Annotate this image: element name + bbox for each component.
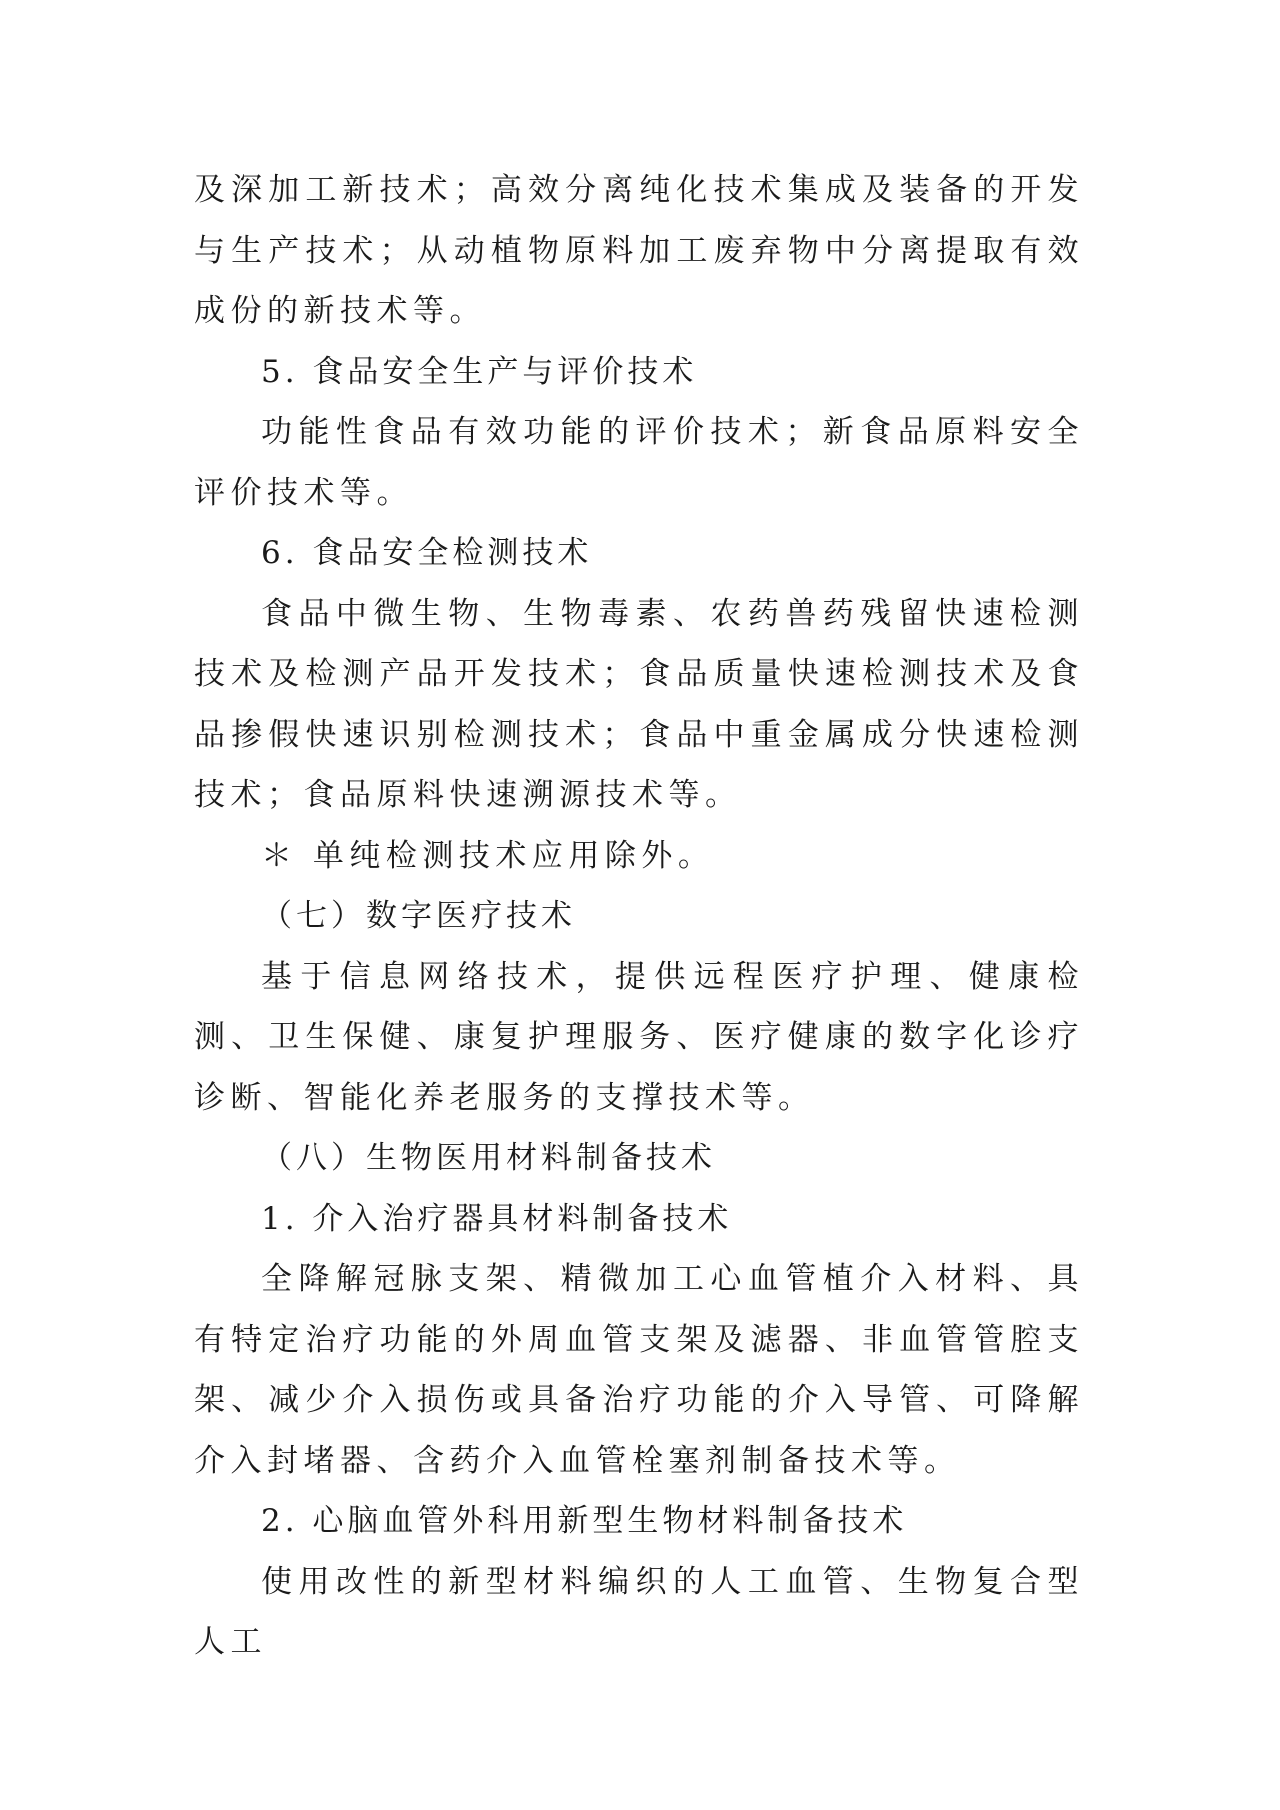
heading-digital-medical: （七）数字医疗技术 — [261, 898, 576, 934]
paragraph-deep-processing: 及深加工新技术；高效分离纯化技术集成及装备的开发与生产技术；从动植物原料加工废弃物中分离提取有效成份的新技术等。 — [194, 172, 1084, 329]
heading-interventional-materials: 1. 介入治疗器具材料制备技术 — [261, 1200, 733, 1237]
paragraph-interventional-materials: 全降解冠脉支架、精微加工心血管植介入材料、具有特定治疗功能的外周血管支架及滤器、非血管管腔支架、减少介入损伤或具备治疗功能的介入导管、可降解介入封堵器、含药介入血管栓塞剂制备技术等。 — [194, 1261, 1084, 1479]
heading-food-safety-testing: 6. 食品安全检测技术 — [261, 535, 593, 571]
heading-cardio-cerebrovascular-materials: 2. 心脑血管外科用新型生物材料制备技术 — [261, 1503, 908, 1539]
paragraph-digital-medical: 基于信息网络技术，提供远程医疗护理、健康检测、卫生保健、康复护理服务、医疗健康的数字化诊疗诊断、智能化养老服务的支撑技术等。 — [194, 958, 1084, 1116]
document-body — [194, 160, 1084, 1673]
paragraph-functional-food-evaluation: 功能性食品有效功能的评价技术；新食品原料安全评价技术等。 — [194, 414, 1084, 511]
heading-biomedical-materials: （八）生物医用材料制备技术 — [261, 1140, 716, 1176]
heading-food-safety-production: 5. 食品安全生产与评价技术 — [261, 353, 698, 390]
paragraph-artificial-vessel: 使用改性的新型材料编织的人工血管、生物复合型人工 — [194, 1563, 1084, 1660]
paragraph-rapid-testing: 食品中微生物、生物毒素、农药兽药残留快速检测技术及检测产品开发技术；食品质量快速检测技术及食品掺假快速识别检测技术；食品中重金属成分快速检测技术；食品原料快速溯源技术等。 — [194, 595, 1084, 813]
note-exclusion: ＊ 单纯检测技术应用除外。 — [261, 837, 715, 874]
